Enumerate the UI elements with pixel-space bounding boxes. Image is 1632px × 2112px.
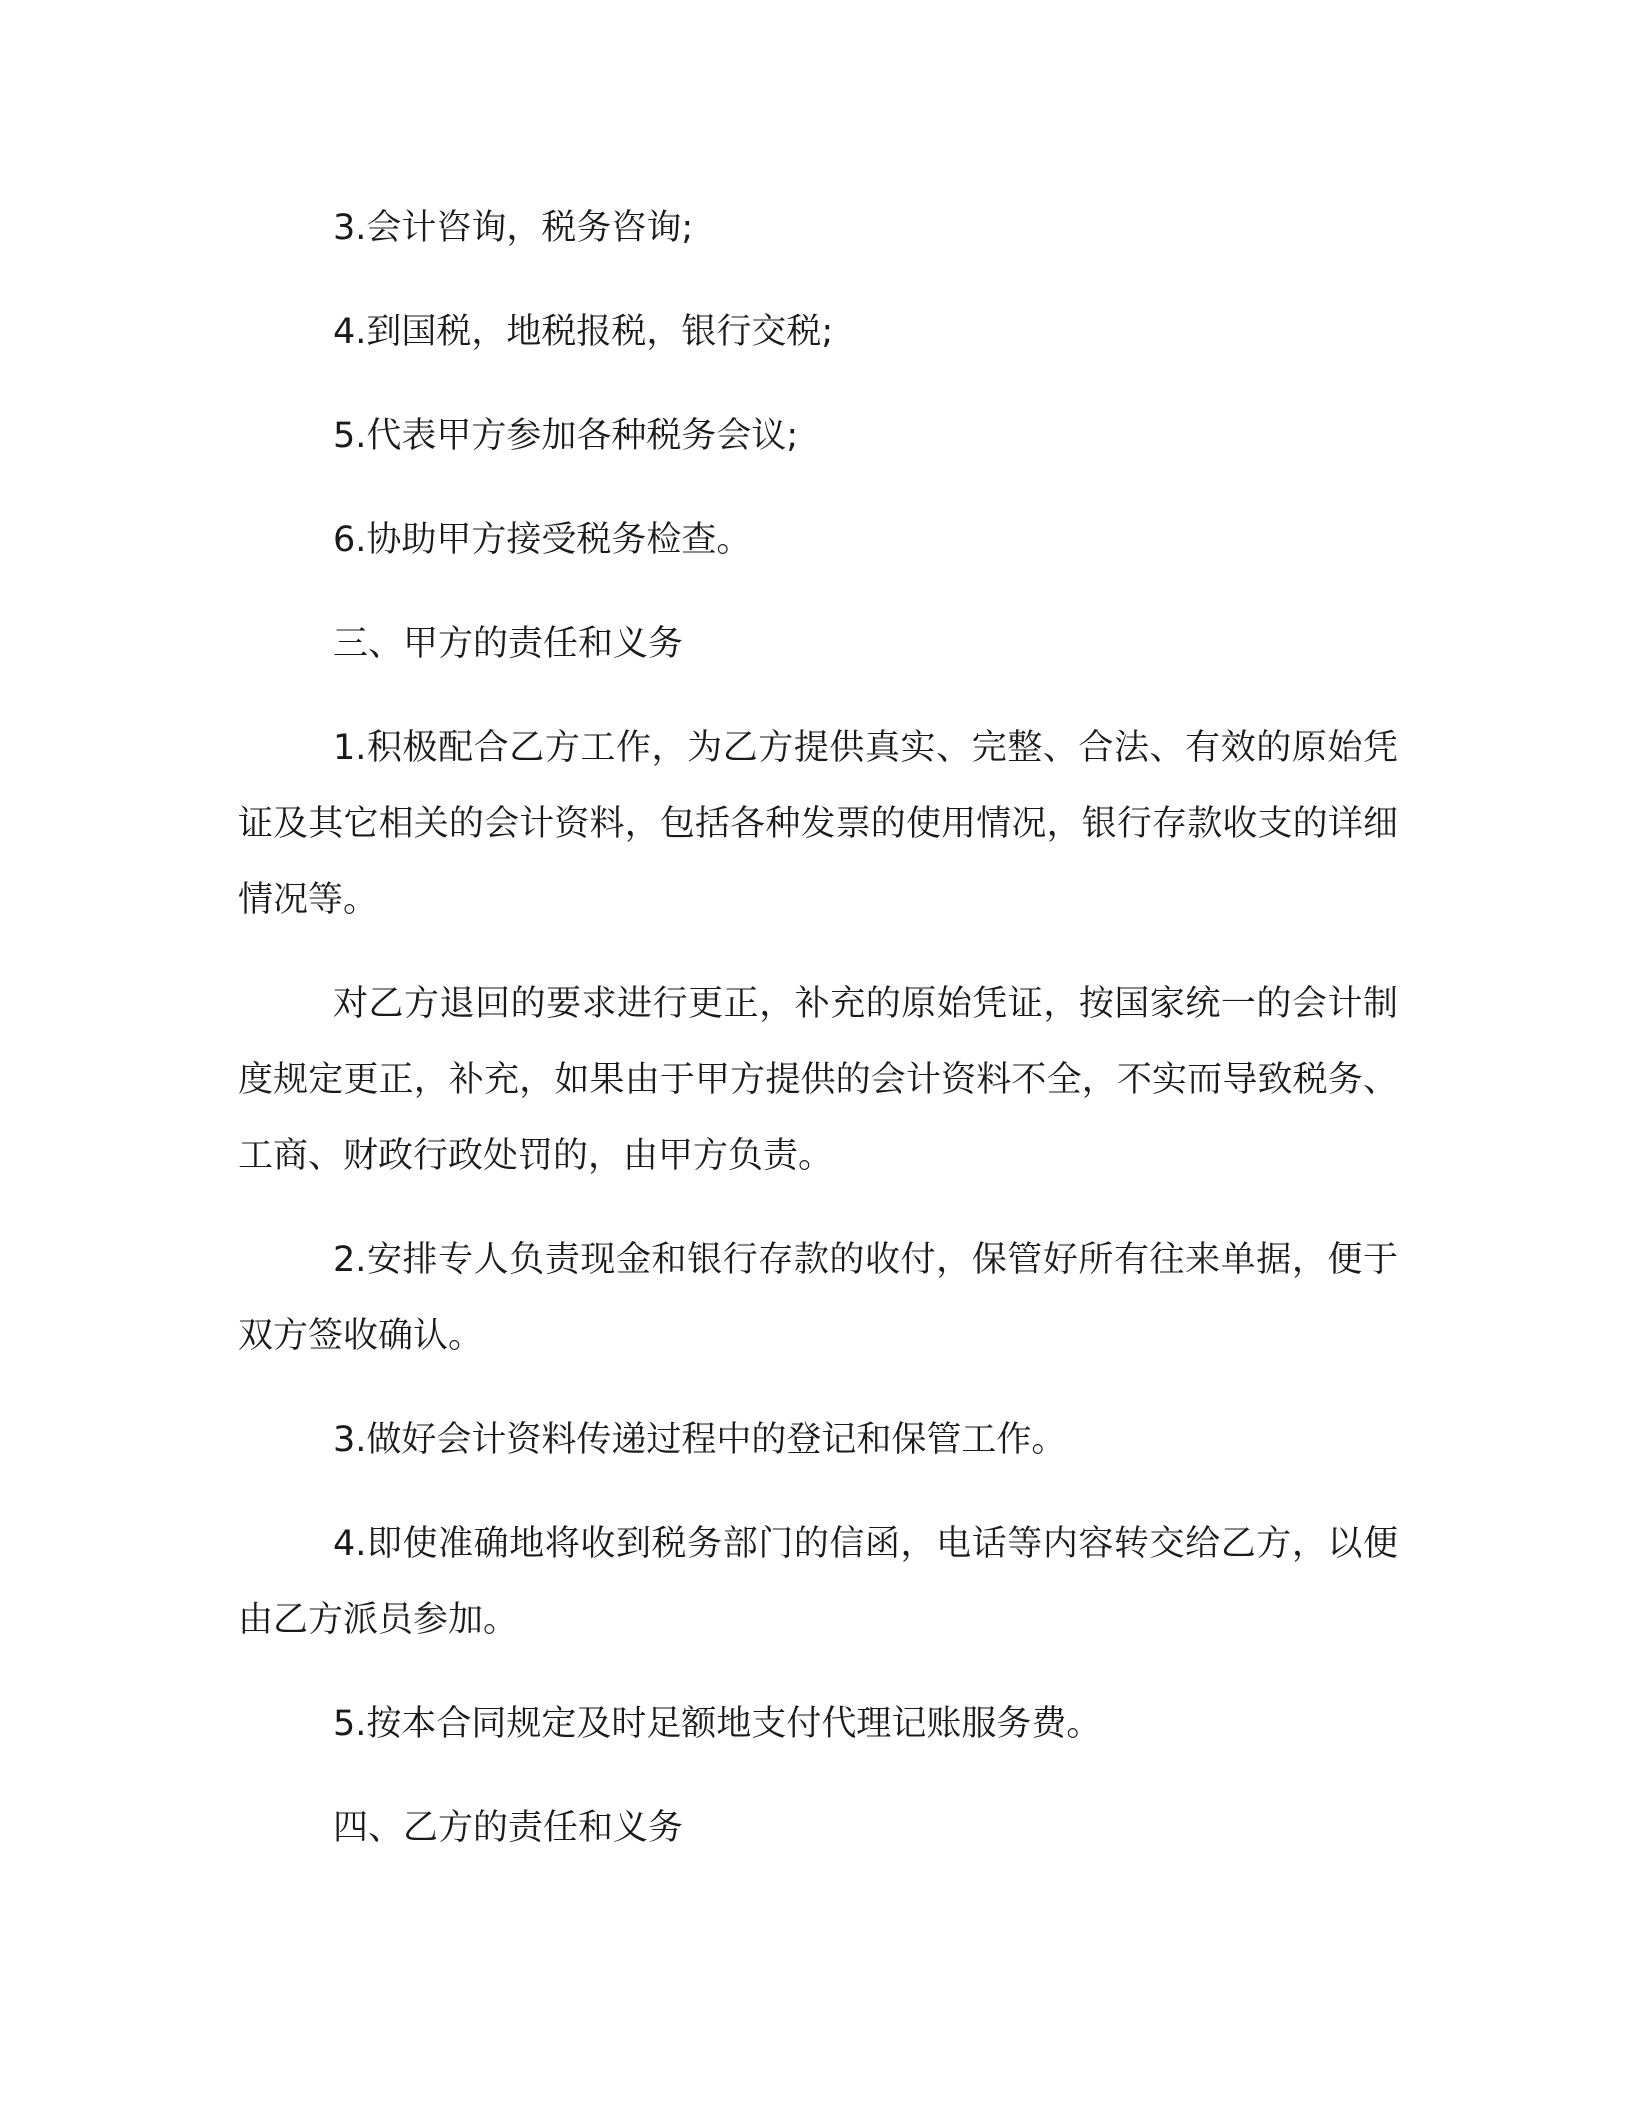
paragraph-party-a-item-5: 5.按本合同规定及时足额地支付代理记账服务费。 bbox=[333, 1704, 1102, 1744]
paragraph-service-item-6: 6.协助甲方接受税务检查。 bbox=[333, 520, 752, 560]
paragraph-party-a-item-2: 2.安排专人负责现金和银行存款的收付，保管好所有往来单据，便于双方签收确认。 bbox=[238, 1240, 1398, 1356]
section-heading-party-a: 三、甲方的责任和义务 bbox=[333, 624, 684, 664]
paragraph-party-a-item-1: 1.积极配合乙方工作，为乙方提供真实、完整、合法、有效的原始凭证及其它相关的会计资料，包括各种发票的使用情况，银行存款收支的详细情况等。 bbox=[238, 728, 1398, 920]
section-heading-party-b: 四、乙方的责任和义务 bbox=[333, 1808, 684, 1848]
paragraph-party-a-item-3: 3.做好会计资料传递过程中的登记和保管工作。 bbox=[333, 1420, 1067, 1460]
paragraph-party-a-correction: 对乙方退回的要求进行更正，补充的原始凭证，按国家统一的会计制度规定更正，补充，如果由于甲方提供的会计资料不全，不实而导致税务、工商、财政行政处罚的，由甲方负责。 bbox=[238, 984, 1398, 1176]
paragraph-service-item-5: 5.代表甲方参加各种税务会议; bbox=[333, 416, 799, 456]
paragraph-service-item-3: 3.会计咨询，税务咨询; bbox=[333, 208, 694, 248]
document-body bbox=[238, 190, 1398, 1894]
paragraph-party-a-item-4: 4.即使准确地将收到税务部门的信函，电话等内容转交给乙方，以便由乙方派员参加。 bbox=[238, 1524, 1398, 1640]
paragraph-service-item-4: 4.到国税，地税报税，银行交税; bbox=[333, 312, 834, 352]
